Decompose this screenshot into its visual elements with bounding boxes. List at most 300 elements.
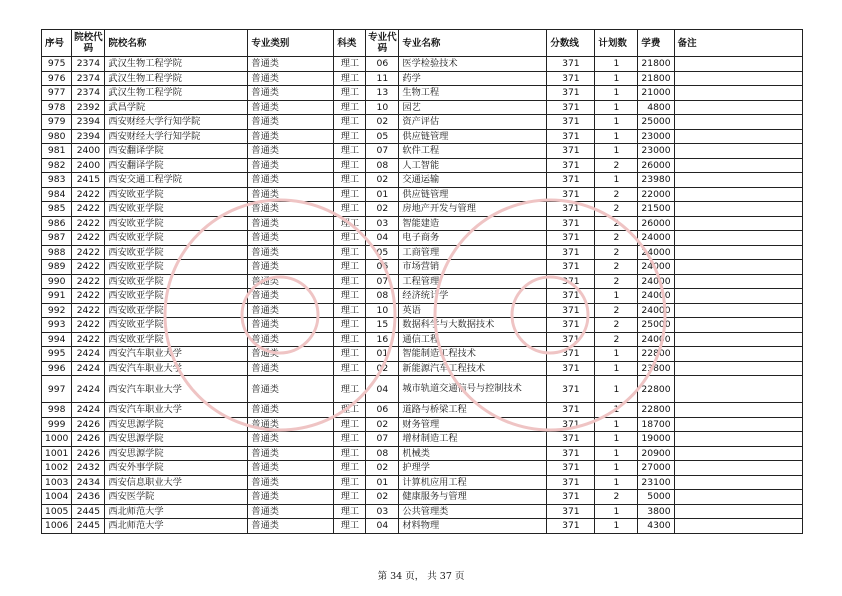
cell-score-line: 371 <box>547 417 595 432</box>
cell-major-code: 10 <box>366 100 399 115</box>
cell-major-name: 房地产开发与管理 <box>399 202 547 217</box>
cell-school-name: 西安翻译学院 <box>105 158 248 173</box>
header-school-name: 院校名称 <box>105 30 248 57</box>
cell-major-name: 机械类 <box>399 446 547 461</box>
cell-score-line: 371 <box>547 274 595 289</box>
cell-fee: 25000 <box>638 318 674 333</box>
cell-school-code: 2422 <box>72 318 105 333</box>
cell-major-code: 01 <box>366 187 399 202</box>
cell-score-line: 371 <box>547 376 595 403</box>
cell-note <box>674 432 802 447</box>
cell-school-name: 武汉生物工程学院 <box>105 71 248 86</box>
cell-note <box>674 57 802 72</box>
cell-plan: 2 <box>595 202 638 217</box>
cell-seq: 988 <box>42 245 72 260</box>
cell-school-name: 西安思源学院 <box>105 432 248 447</box>
cell-major-category: 普通类 <box>248 289 334 304</box>
cell-school-code: 2374 <box>72 71 105 86</box>
cell-subject: 理工 <box>334 158 366 173</box>
cell-major-category: 普通类 <box>248 519 334 534</box>
cell-major-name: 软件工程 <box>399 144 547 159</box>
cell-major-name: 供应链管理 <box>399 187 547 202</box>
cell-score-line: 371 <box>547 129 595 144</box>
cell-school-name: 西安欧亚学院 <box>105 289 248 304</box>
cell-plan: 2 <box>595 274 638 289</box>
header-fee: 学费 <box>638 30 674 57</box>
cell-note <box>674 417 802 432</box>
cell-seq: 1005 <box>42 504 72 519</box>
cell-score-line: 371 <box>547 71 595 86</box>
cell-note <box>674 289 802 304</box>
cell-major-code: 06 <box>366 403 399 418</box>
cell-major-category: 普通类 <box>248 129 334 144</box>
cell-seq: 987 <box>42 231 72 246</box>
cell-major-code: 07 <box>366 432 399 447</box>
cell-major-name: 人工智能 <box>399 158 547 173</box>
cell-major-code: 08 <box>366 158 399 173</box>
cell-note <box>674 274 802 289</box>
header-row <box>42 30 803 57</box>
cell-school-code: 2422 <box>72 332 105 347</box>
cell-plan: 2 <box>595 216 638 231</box>
table-row <box>42 289 803 304</box>
header-major-code: 专业代码 <box>366 30 399 57</box>
cell-score-line: 371 <box>547 260 595 275</box>
cell-seq: 1003 <box>42 475 72 490</box>
cell-plan: 1 <box>595 144 638 159</box>
cell-score-line: 371 <box>547 144 595 159</box>
cell-school-name: 西安外事学院 <box>105 461 248 476</box>
cell-note <box>674 361 802 376</box>
table-row <box>42 129 803 144</box>
cell-seq: 994 <box>42 332 72 347</box>
cell-school-code: 2422 <box>72 274 105 289</box>
cell-plan: 2 <box>595 303 638 318</box>
cell-seq: 991 <box>42 289 72 304</box>
cell-score-line: 371 <box>547 332 595 347</box>
cell-subject: 理工 <box>334 347 366 362</box>
cell-school-name: 西安欧亚学院 <box>105 260 248 275</box>
cell-fee: 24000 <box>638 289 674 304</box>
cell-major-category: 普通类 <box>248 417 334 432</box>
cell-subject: 理工 <box>334 274 366 289</box>
cell-major-category: 普通类 <box>248 461 334 476</box>
cell-major-code: 06 <box>366 260 399 275</box>
cell-fee: 4800 <box>638 100 674 115</box>
cell-note <box>674 187 802 202</box>
cell-subject: 理工 <box>334 100 366 115</box>
cell-major-name: 医学检验技术 <box>399 57 547 72</box>
cell-note <box>674 216 802 231</box>
cell-school-code: 2422 <box>72 289 105 304</box>
cell-note <box>674 504 802 519</box>
table-row <box>42 519 803 534</box>
cell-major-code: 02 <box>366 490 399 505</box>
cell-subject: 理工 <box>334 202 366 217</box>
cell-major-category: 普通类 <box>248 202 334 217</box>
cell-plan: 2 <box>595 260 638 275</box>
cell-fee: 3800 <box>638 504 674 519</box>
table-row <box>42 274 803 289</box>
cell-major-name: 英语 <box>399 303 547 318</box>
cell-seq: 1001 <box>42 446 72 461</box>
cell-major-category: 普通类 <box>248 100 334 115</box>
cell-major-category: 普通类 <box>248 376 334 403</box>
cell-fee: 27000 <box>638 461 674 476</box>
cell-note <box>674 86 802 101</box>
cell-major-category: 普通类 <box>248 71 334 86</box>
cell-seq: 993 <box>42 318 72 333</box>
cell-major-name: 健康服务与管理 <box>399 490 547 505</box>
cell-major-category: 普通类 <box>248 86 334 101</box>
cell-plan: 1 <box>595 100 638 115</box>
cell-major-code: 07 <box>366 144 399 159</box>
page-footer: 第 34 页， 共 37 页 <box>377 571 465 582</box>
table-row <box>42 158 803 173</box>
table-row <box>42 490 803 505</box>
cell-major-name: 通信工程 <box>399 332 547 347</box>
cell-note <box>674 461 802 476</box>
cell-plan: 2 <box>595 231 638 246</box>
cell-major-name: 公共管理类 <box>399 504 547 519</box>
admission-table <box>41 29 803 534</box>
cell-school-name: 西安欧亚学院 <box>105 245 248 260</box>
cell-fee: 23000 <box>638 129 674 144</box>
cell-plan: 1 <box>595 432 638 447</box>
cell-major-code: 08 <box>366 289 399 304</box>
cell-subject: 理工 <box>334 361 366 376</box>
cell-school-code: 2426 <box>72 446 105 461</box>
cell-major-category: 普通类 <box>248 446 334 461</box>
cell-plan: 1 <box>595 57 638 72</box>
table-row <box>42 403 803 418</box>
cell-note <box>674 446 802 461</box>
cell-fee: 21800 <box>638 71 674 86</box>
cell-major-category: 普通类 <box>248 318 334 333</box>
cell-school-code: 2422 <box>72 216 105 231</box>
cell-note <box>674 332 802 347</box>
cell-seq: 999 <box>42 417 72 432</box>
cell-school-name: 武汉生物工程学院 <box>105 86 248 101</box>
cell-seq: 1006 <box>42 519 72 534</box>
cell-school-name: 西安欧亚学院 <box>105 216 248 231</box>
cell-major-category: 普通类 <box>248 347 334 362</box>
table-row <box>42 100 803 115</box>
cell-plan: 1 <box>595 504 638 519</box>
header-seq: 序号 <box>42 30 72 57</box>
cell-score-line: 371 <box>547 202 595 217</box>
cell-school-code: 2374 <box>72 86 105 101</box>
cell-major-code: 02 <box>366 361 399 376</box>
cell-subject: 理工 <box>334 490 366 505</box>
table-row <box>42 475 803 490</box>
cell-school-name: 西安信息职业大学 <box>105 475 248 490</box>
cell-fee: 24000 <box>638 245 674 260</box>
cell-seq: 998 <box>42 403 72 418</box>
cell-major-name: 材料物理 <box>399 519 547 534</box>
cell-major-name: 城市轨道交通信号与控制技术 <box>399 376 547 403</box>
cell-major-category: 普通类 <box>248 231 334 246</box>
table-row <box>42 461 803 476</box>
cell-plan: 1 <box>595 129 638 144</box>
cell-major-name: 工程管理 <box>399 274 547 289</box>
cell-fee: 24000 <box>638 332 674 347</box>
table-row <box>42 57 803 72</box>
cell-school-code: 2394 <box>72 129 105 144</box>
cell-major-category: 普通类 <box>248 332 334 347</box>
cell-plan: 1 <box>595 71 638 86</box>
cell-school-name: 西安欧亚学院 <box>105 303 248 318</box>
cell-plan: 2 <box>595 245 638 260</box>
cell-fee: 24000 <box>638 303 674 318</box>
cell-fee: 18700 <box>638 417 674 432</box>
cell-note <box>674 202 802 217</box>
cell-plan: 1 <box>595 446 638 461</box>
cell-plan: 1 <box>595 115 638 130</box>
cell-seq: 978 <box>42 100 72 115</box>
cell-score-line: 371 <box>547 318 595 333</box>
cell-seq: 983 <box>42 173 72 188</box>
cell-plan: 1 <box>595 461 638 476</box>
cell-major-name: 护理学 <box>399 461 547 476</box>
cell-plan: 1 <box>595 403 638 418</box>
cell-subject: 理工 <box>334 376 366 403</box>
cell-fee: 24000 <box>638 231 674 246</box>
cell-school-name: 西安财经大学行知学院 <box>105 115 248 130</box>
cell-school-code: 2424 <box>72 347 105 362</box>
cell-school-name: 西安汽车职业大学 <box>105 347 248 362</box>
cell-major-category: 普通类 <box>248 475 334 490</box>
cell-major-category: 普通类 <box>248 115 334 130</box>
cell-school-code: 2445 <box>72 504 105 519</box>
cell-school-code: 2422 <box>72 303 105 318</box>
cell-major-category: 普通类 <box>248 504 334 519</box>
table-row <box>42 231 803 246</box>
cell-major-category: 普通类 <box>248 245 334 260</box>
cell-major-code: 02 <box>366 461 399 476</box>
cell-major-code: 07 <box>366 274 399 289</box>
cell-subject: 理工 <box>334 289 366 304</box>
cell-fee: 22000 <box>638 187 674 202</box>
cell-major-category: 普通类 <box>248 361 334 376</box>
cell-major-category: 普通类 <box>248 490 334 505</box>
cell-plan: 1 <box>595 361 638 376</box>
cell-major-name: 生物工程 <box>399 86 547 101</box>
cell-major-name: 增材制造工程 <box>399 432 547 447</box>
header-school-code: 院校代码 <box>72 30 105 57</box>
cell-subject: 理工 <box>334 216 366 231</box>
cell-seq: 976 <box>42 71 72 86</box>
cell-score-line: 371 <box>547 158 595 173</box>
cell-school-code: 2415 <box>72 173 105 188</box>
header-plan: 计划数 <box>595 30 638 57</box>
cell-fee: 22800 <box>638 347 674 362</box>
cell-score-line: 371 <box>547 361 595 376</box>
cell-major-name: 工商管理 <box>399 245 547 260</box>
cell-score-line: 371 <box>547 86 595 101</box>
cell-subject: 理工 <box>334 519 366 534</box>
cell-school-code: 2374 <box>72 57 105 72</box>
cell-note <box>674 71 802 86</box>
cell-plan: 1 <box>595 347 638 362</box>
table-row <box>42 245 803 260</box>
cell-subject: 理工 <box>334 260 366 275</box>
cell-plan: 2 <box>595 490 638 505</box>
cell-fee: 26000 <box>638 216 674 231</box>
cell-subject: 理工 <box>334 86 366 101</box>
cell-school-code: 2434 <box>72 475 105 490</box>
cell-plan: 1 <box>595 475 638 490</box>
cell-note <box>674 347 802 362</box>
cell-major-code: 15 <box>366 318 399 333</box>
header-score-line: 分数线 <box>547 30 595 57</box>
cell-school-code: 2424 <box>72 403 105 418</box>
cell-score-line: 371 <box>547 289 595 304</box>
cell-fee: 22800 <box>638 376 674 403</box>
cell-score-line: 371 <box>547 216 595 231</box>
table-row <box>42 86 803 101</box>
cell-score-line: 371 <box>547 245 595 260</box>
cell-major-name: 智能制造工程技术 <box>399 347 547 362</box>
cell-seq: 985 <box>42 202 72 217</box>
cell-note <box>674 303 802 318</box>
cell-score-line: 371 <box>547 504 595 519</box>
cell-major-code: 02 <box>366 115 399 130</box>
cell-major-name: 资产评估 <box>399 115 547 130</box>
cell-major-code: 02 <box>366 173 399 188</box>
cell-fee: 26000 <box>638 158 674 173</box>
cell-plan: 1 <box>595 289 638 304</box>
cell-school-name: 西安欧亚学院 <box>105 187 248 202</box>
cell-major-category: 普通类 <box>248 303 334 318</box>
cell-school-code: 2422 <box>72 231 105 246</box>
cell-school-code: 2426 <box>72 417 105 432</box>
cell-plan: 1 <box>595 86 638 101</box>
cell-fee: 21000 <box>638 86 674 101</box>
cell-school-code: 2426 <box>72 432 105 447</box>
cell-note <box>674 158 802 173</box>
table-row <box>42 361 803 376</box>
cell-note <box>674 245 802 260</box>
cell-major-code: 04 <box>366 376 399 403</box>
cell-major-code: 01 <box>366 347 399 362</box>
cell-major-code: 05 <box>366 129 399 144</box>
cell-seq: 979 <box>42 115 72 130</box>
cell-major-name: 交通运输 <box>399 173 547 188</box>
cell-school-name: 西安欧亚学院 <box>105 332 248 347</box>
cell-major-category: 普通类 <box>248 187 334 202</box>
cell-major-category: 普通类 <box>248 432 334 447</box>
header-major-name: 专业名称 <box>399 30 547 57</box>
cell-plan: 2 <box>595 158 638 173</box>
table-row <box>42 303 803 318</box>
cell-score-line: 371 <box>547 461 595 476</box>
table-row <box>42 202 803 217</box>
cell-major-code: 11 <box>366 71 399 86</box>
cell-school-name: 西安欧亚学院 <box>105 318 248 333</box>
cell-note <box>674 173 802 188</box>
cell-school-code: 2400 <box>72 144 105 159</box>
table-row <box>42 332 803 347</box>
cell-major-code: 16 <box>366 332 399 347</box>
cell-major-name: 道路与桥梁工程 <box>399 403 547 418</box>
cell-fee: 21800 <box>638 57 674 72</box>
cell-major-name: 电子商务 <box>399 231 547 246</box>
cell-seq: 981 <box>42 144 72 159</box>
cell-note <box>674 100 802 115</box>
cell-score-line: 371 <box>547 303 595 318</box>
cell-seq: 977 <box>42 86 72 101</box>
cell-school-code: 2422 <box>72 245 105 260</box>
cell-plan: 2 <box>595 318 638 333</box>
cell-note <box>674 318 802 333</box>
cell-subject: 理工 <box>334 57 366 72</box>
cell-note <box>674 144 802 159</box>
cell-subject: 理工 <box>334 417 366 432</box>
cell-major-name: 园艺 <box>399 100 547 115</box>
cell-school-code: 2432 <box>72 461 105 476</box>
cell-major-code: 02 <box>366 202 399 217</box>
cell-major-code: 08 <box>366 446 399 461</box>
cell-subject: 理工 <box>334 231 366 246</box>
cell-score-line: 371 <box>547 187 595 202</box>
cell-seq: 995 <box>42 347 72 362</box>
cell-subject: 理工 <box>334 403 366 418</box>
cell-subject: 理工 <box>334 71 366 86</box>
cell-school-name: 西安汽车职业大学 <box>105 403 248 418</box>
header-note: 备注 <box>674 30 802 57</box>
cell-fee: 23980 <box>638 173 674 188</box>
cell-school-name: 西安医学院 <box>105 490 248 505</box>
table-row <box>42 144 803 159</box>
cell-school-name: 西安思源学院 <box>105 417 248 432</box>
cell-fee: 21500 <box>638 202 674 217</box>
cell-score-line: 371 <box>547 231 595 246</box>
cell-major-category: 普通类 <box>248 274 334 289</box>
cell-school-name: 西北师范大学 <box>105 504 248 519</box>
cell-subject: 理工 <box>334 129 366 144</box>
cell-subject: 理工 <box>334 173 366 188</box>
cell-plan: 2 <box>595 187 638 202</box>
cell-school-code: 2422 <box>72 187 105 202</box>
cell-note <box>674 260 802 275</box>
cell-fee: 23100 <box>638 475 674 490</box>
table-row <box>42 173 803 188</box>
header-major-category: 专业类别 <box>248 30 334 57</box>
cell-major-category: 普通类 <box>248 403 334 418</box>
cell-school-name: 西安汽车职业大学 <box>105 376 248 403</box>
cell-school-name: 武昌学院 <box>105 100 248 115</box>
cell-major-name: 计算机应用工程 <box>399 475 547 490</box>
cell-plan: 1 <box>595 417 638 432</box>
cell-note <box>674 231 802 246</box>
table-row <box>42 318 803 333</box>
cell-school-name: 武汉生物工程学院 <box>105 57 248 72</box>
cell-seq: 982 <box>42 158 72 173</box>
cell-school-code: 2422 <box>72 202 105 217</box>
cell-score-line: 371 <box>547 432 595 447</box>
cell-subject: 理工 <box>334 461 366 476</box>
cell-school-code: 2422 <box>72 260 105 275</box>
cell-major-code: 04 <box>366 519 399 534</box>
cell-plan: 1 <box>595 376 638 403</box>
cell-major-code: 10 <box>366 303 399 318</box>
cell-subject: 理工 <box>334 504 366 519</box>
cell-plan: 1 <box>595 519 638 534</box>
cell-major-name: 智能建造 <box>399 216 547 231</box>
table-row <box>42 347 803 362</box>
cell-seq: 984 <box>42 187 72 202</box>
